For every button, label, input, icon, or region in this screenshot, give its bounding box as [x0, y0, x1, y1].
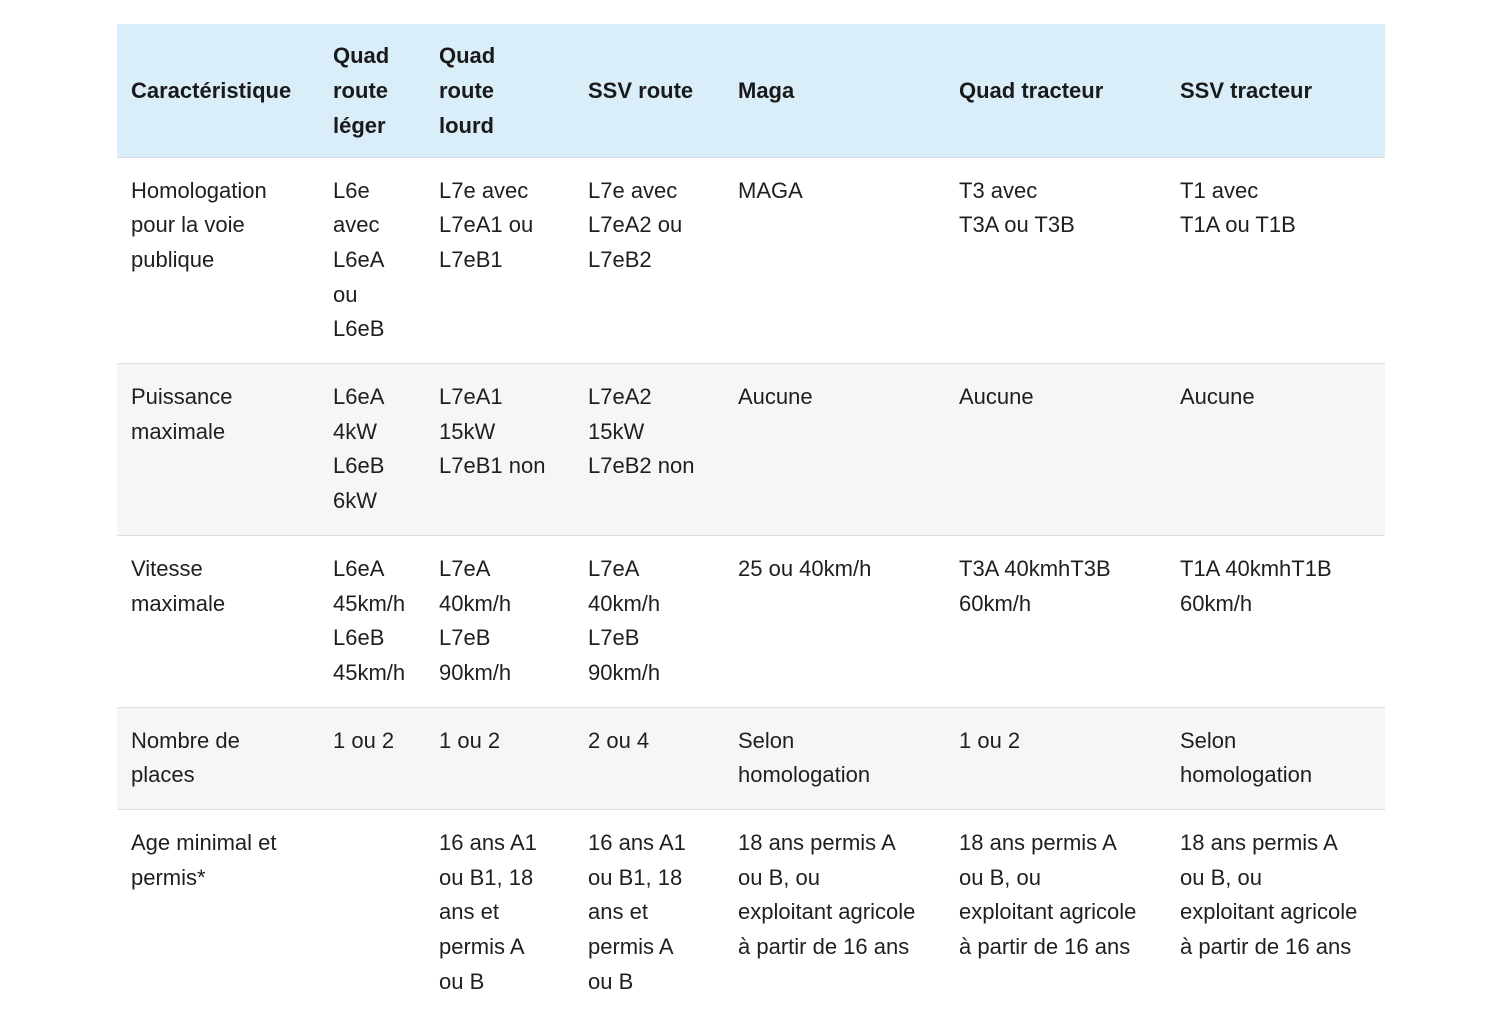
row-places: [117, 707, 1385, 809]
cell-text-line: exploitant agricole: [959, 899, 1137, 925]
cell-text-line: à partir de 16 ans: [1180, 934, 1352, 960]
cell-text-line: 25 ou 40km/h: [738, 555, 872, 581]
cell-text-line: Homologation: [131, 177, 267, 203]
table-cell: [574, 535, 724, 707]
table-cell: [574, 810, 724, 1016]
cell-text-line: 18 ans permis A: [1180, 830, 1338, 856]
table-cell: [1166, 157, 1385, 364]
header-text-line: Quad: [439, 42, 496, 68]
row-vitesse: [117, 535, 1385, 707]
cell-text-line: 45km/h: [333, 659, 406, 685]
row-label-cell: [117, 364, 319, 536]
table-cell: [425, 810, 574, 1016]
cell-text-line: T3 avec: [959, 177, 1038, 203]
cell-text-line: 40km/h: [439, 590, 512, 616]
header-ssv-tracteur: [1166, 24, 1385, 157]
cell-text-line: à partir de 16 ans: [959, 934, 1131, 960]
cell-text-line: 60km/h: [959, 590, 1032, 616]
vehicle-comparison-table: [117, 24, 1385, 1016]
cell-text-line: L6eA: [333, 384, 385, 410]
table-cell: [1166, 364, 1385, 536]
header-text-line: Maga: [738, 77, 795, 103]
cell-text-line: Puissance: [131, 384, 233, 410]
cell-text-line: 60km/h: [1180, 590, 1253, 616]
cell-text-line: T3A ou T3B: [959, 212, 1075, 238]
table-cell: [945, 364, 1166, 536]
cell-text-line: 45km/h: [333, 590, 406, 616]
cell-text-line: L6eA: [333, 555, 385, 581]
cell-text-line: L7e avec: [588, 177, 678, 203]
table-cell: [319, 535, 425, 707]
row-label-cell: [117, 810, 319, 1016]
cell-text-line: T1A 40kmhT1B: [1180, 555, 1332, 581]
row-age-permis: [117, 810, 1385, 1016]
cell-text-line: 4kW: [333, 418, 377, 444]
cell-text-line: 90km/h: [439, 659, 512, 685]
cell-text-line: Selon: [738, 727, 795, 753]
table-cell: [1166, 707, 1385, 809]
header-maga: [724, 24, 945, 157]
cell-text-line: ans et: [439, 899, 499, 925]
cell-text-line: L6eA: [333, 246, 385, 272]
table-cell: [319, 707, 425, 809]
cell-text-line: Aucune: [959, 384, 1034, 410]
cell-text-line: pour la voie: [131, 212, 245, 238]
table-cell: [945, 810, 1166, 1016]
cell-text-line: L7eB: [439, 625, 491, 651]
header-quad-route-lourd: [425, 24, 574, 157]
header-row: [117, 24, 1385, 157]
cell-text-line: Aucune: [1180, 384, 1255, 410]
cell-text-line: ou: [333, 281, 358, 307]
cell-text-line: 18 ans permis A: [959, 830, 1117, 856]
row-label-cell: [117, 535, 319, 707]
cell-text-line: maximale: [131, 590, 226, 616]
header-text-line: Quad tracteur: [959, 77, 1104, 103]
table-cell: [945, 535, 1166, 707]
cell-text-line: ou B: [439, 968, 485, 994]
cell-text-line: T1 avec: [1180, 177, 1259, 203]
table-cell: [319, 157, 425, 364]
table-cell: [1166, 810, 1385, 1016]
table-header: [117, 24, 1385, 157]
table-cell: [945, 707, 1166, 809]
table-cell: [425, 157, 574, 364]
header-text-line: Caractéristique: [131, 77, 292, 103]
cell-text-line: L7eA1: [439, 384, 503, 410]
cell-text-line: permis A: [588, 934, 674, 960]
header-quad-tracteur: [945, 24, 1166, 157]
cell-text-line: places: [131, 762, 195, 788]
cell-text-line: exploitant agricole: [738, 899, 916, 925]
cell-text-line: Nombre de: [131, 727, 240, 753]
table-cell: [945, 157, 1166, 364]
row-label-cell: [117, 707, 319, 809]
table-cell: [724, 364, 945, 536]
header-text-line: lourd: [439, 112, 494, 138]
cell-text-line: 15kW: [588, 418, 645, 444]
header-text-line: route: [333, 77, 388, 103]
cell-text-line: 1 ou 2: [959, 727, 1021, 753]
cell-text-line: permis*: [131, 864, 206, 890]
cell-text-line: L6eB: [333, 625, 385, 651]
cell-text-line: L7eA: [439, 555, 491, 581]
cell-text-line: 90km/h: [588, 659, 661, 685]
cell-text-line: MAGA: [738, 177, 803, 203]
cell-text-line: 2 ou 4: [588, 727, 650, 753]
cell-text-line: Selon: [1180, 727, 1237, 753]
cell-text-line: 1 ou 2: [439, 727, 501, 753]
cell-text-line: T3A 40kmhT3B: [959, 555, 1111, 581]
header-quad-route-leger: [319, 24, 425, 157]
cell-text-line: L7eB2: [588, 246, 652, 272]
header-text-line: route: [439, 77, 494, 103]
comparison-table-container: [117, 24, 1385, 1016]
table-cell: [425, 707, 574, 809]
cell-text-line: L7eB1: [439, 246, 503, 272]
cell-text-line: maximale: [131, 418, 226, 444]
cell-text-line: Aucune: [738, 384, 813, 410]
cell-text-line: publique: [131, 246, 215, 272]
cell-text-line: L6eB: [333, 453, 385, 479]
cell-text-line: 15kW: [439, 418, 496, 444]
cell-text-line: L7e avec: [439, 177, 529, 203]
header-text-line: léger: [333, 112, 386, 138]
cell-text-line: ou B, ou: [738, 864, 820, 890]
table-body: [117, 157, 1385, 1016]
cell-text-line: 16 ans A1: [588, 830, 686, 856]
header-caracteristique: [117, 24, 319, 157]
cell-text-line: L6e: [333, 177, 370, 203]
table-cell: [319, 810, 425, 1016]
table-cell: [319, 364, 425, 536]
cell-text-line: L7eA1 ou: [439, 212, 534, 238]
cell-text-line: ou B1, 18: [439, 864, 534, 890]
table-cell: [574, 364, 724, 536]
cell-text-line: exploitant agricole: [1180, 899, 1358, 925]
cell-text-line: ou B, ou: [959, 864, 1041, 890]
cell-text-line: 1 ou 2: [333, 727, 395, 753]
cell-text-line: L7eA: [588, 555, 640, 581]
cell-text-line: 18 ans permis A: [738, 830, 896, 856]
cell-text-line: ou B1, 18: [588, 864, 683, 890]
cell-text-line: 16 ans A1: [439, 830, 537, 856]
row-homologation: [117, 157, 1385, 364]
cell-text-line: 40km/h: [588, 590, 661, 616]
cell-text-line: 6kW: [333, 488, 377, 514]
cell-text-line: L7eB2 non: [588, 453, 695, 479]
table-cell: [724, 810, 945, 1016]
cell-text-line: homologation: [1180, 762, 1313, 788]
header-text-line: Quad: [333, 42, 390, 68]
cell-text-line: L7eB1 non: [439, 453, 546, 479]
table-cell: [724, 707, 945, 809]
cell-text-line: L7eA2: [588, 384, 652, 410]
table-cell: [574, 157, 724, 364]
cell-text-line: ou B, ou: [1180, 864, 1262, 890]
cell-text-line: ans et: [588, 899, 648, 925]
cell-text-line: Vitesse: [131, 555, 203, 581]
cell-text-line: homologation: [738, 762, 871, 788]
row-puissance: [117, 364, 1385, 536]
cell-text-line: L7eA2 ou: [588, 212, 683, 238]
table-cell: [724, 535, 945, 707]
table-cell: [724, 157, 945, 364]
cell-text-line: à partir de 16 ans: [738, 934, 910, 960]
row-label-cell: [117, 157, 319, 364]
table-cell: [574, 707, 724, 809]
header-ssv-route: [574, 24, 724, 157]
cell-text-line: L7eB: [588, 625, 640, 651]
cell-text-line: T1A ou T1B: [1180, 212, 1296, 238]
cell-text-line: Age minimal et: [131, 830, 277, 856]
cell-text-line: avec: [333, 212, 380, 238]
header-text-line: SSV route: [588, 77, 694, 103]
cell-text-line: ou B: [588, 968, 634, 994]
cell-text-line: permis A: [439, 934, 525, 960]
cell-text-line: L6eB: [333, 316, 385, 342]
header-text-line: SSV tracteur: [1180, 77, 1313, 103]
table-cell: [425, 364, 574, 536]
table-cell: [425, 535, 574, 707]
table-cell: [1166, 535, 1385, 707]
